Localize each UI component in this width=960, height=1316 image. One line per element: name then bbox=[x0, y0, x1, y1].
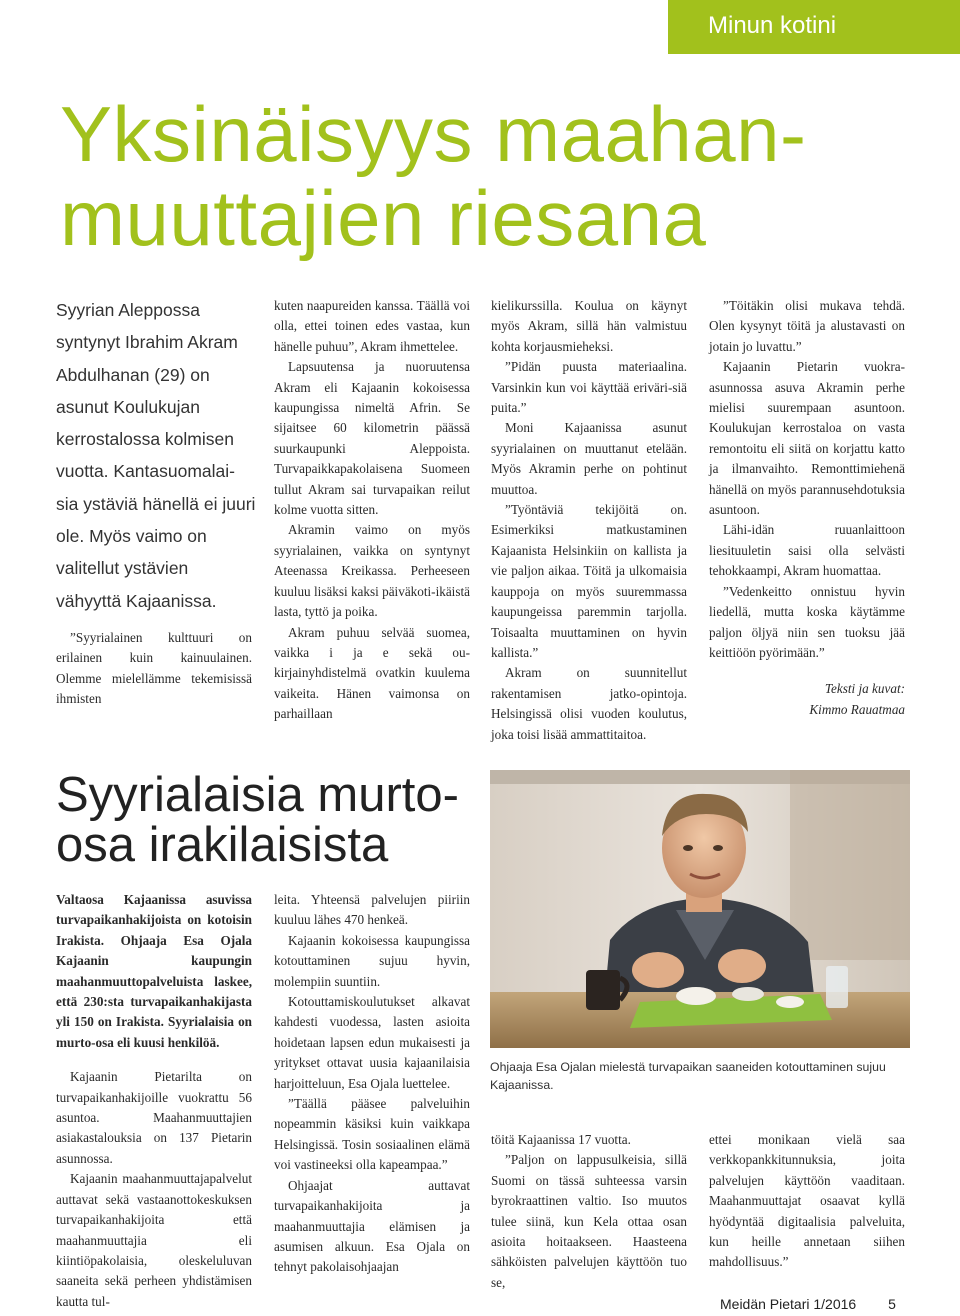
article1-column-3 bbox=[491, 296, 687, 745]
article1-paragraph: Akram puhuu selvää suomea, vaikka i ja e sekä ou-kirjainyhdistelmä ovatkin kuulema vaikeita. Hänen vaimonsa on parhaillaan bbox=[274, 624, 470, 722]
article2-column-1 bbox=[56, 890, 252, 1312]
byline bbox=[709, 679, 905, 720]
publication-name: Meidän Pietari 1/2016 bbox=[720, 1296, 857, 1312]
lead-line: Abdulhanan (29) on bbox=[56, 364, 210, 385]
photo-man-at-table bbox=[490, 770, 910, 1048]
article1-paragraph: ”Pidän puusta materiaalina. Varsinkin kun voi käyttää eriväri-siä puita.” bbox=[491, 359, 687, 416]
sub-headline bbox=[56, 770, 476, 870]
article2-column-3 bbox=[491, 1130, 687, 1293]
byline-label: Teksti ja kuvat: bbox=[824, 681, 905, 697]
article2-paragraph: ettei monikaan vielä saa verkkopankkitunnuksia, joita palvelujen käyttöön vaaditaan. Maahanmuuttajat osaavat kyllä hyödyntää digitaalisia palveluita, kun heille annetaan siihen mahdollisuus.” bbox=[709, 1132, 905, 1270]
lead-line: syntynyt Ibrahim Akram bbox=[56, 332, 238, 353]
article1-paragraph: Akram on suunnitellut rakentamisen jatko-opintoja. Helsingissä olisi vuoden koulutus, joka toisi lisää ammattitaitoa. bbox=[491, 665, 687, 742]
section-tab bbox=[668, 0, 960, 54]
lead-line: valitellut ystävien bbox=[56, 558, 189, 579]
article1-paragraph: ”Syyrialainen kulttuuri on erilainen kuin kainuulainen. Olemme mielellämme tekemisissä ihmisten bbox=[56, 630, 252, 707]
page-number: 5 bbox=[888, 1296, 896, 1312]
lead-paragraph bbox=[56, 294, 256, 617]
headline-line-1: Yksinäisyys maahan- bbox=[60, 90, 807, 178]
photo-illustration bbox=[490, 770, 910, 1048]
lead-line: kerrostalossa kolmisen bbox=[56, 429, 234, 450]
article1-column-1 bbox=[56, 628, 252, 710]
article1-column-2 bbox=[274, 296, 470, 725]
subhead-line-1: Syyrialaisia murto- bbox=[56, 768, 459, 822]
article1-paragraph: Kajaanin Pietarin vuokra-asunnossa asuva Akramin perhe mielisi suurempaan asuntoon. Koulukujan kerrostaloa on vasta remontoitu eli siitä on korjattu katto ja ilmanvaihto. Remonttimiehenä hänellä on myös parannusehdotuksia asuntoon. bbox=[709, 359, 905, 518]
headline-line-2: muuttajien riesana bbox=[60, 174, 707, 262]
article1-paragraph: Akramin vaimo on myös syyrialainen, vaikka on syntynyt Ateenassa Kreikassa. Perheeseen kuuluu lisäksi kaksi päiväkoti-ikäistä lasta, tyttö ja poika. bbox=[274, 522, 470, 620]
lead-line: Syyrian Aleppossa bbox=[56, 300, 200, 320]
byline-author: Kimmo Rauatmaa bbox=[809, 701, 905, 717]
photo-caption: Ohjaaja Esa Ojalan mielestä turvapaikan saaneiden kotouttaminen sujuu Kajaanissa. bbox=[490, 1060, 886, 1092]
article1-column-4 bbox=[709, 296, 905, 720]
article2-paragraph: ”Paljon on lappusulkeisia, sillä Suomi on tässä suhteessa varsin byrokraattinen valtio. Iso muutos tulee siinä, kun Kela ottaa osan asioita hoitaakseen. Haasteena sähköisten palvelujen käyttöön tuo se, bbox=[491, 1152, 687, 1290]
lead-line: vuotta. Kantasuomalai- bbox=[56, 461, 235, 482]
article1-paragraph: kuten naapureiden kanssa. Täällä voi olla, ettei toinen edes vastaa, kun hänelle puhuu”, Akram ihmettelee. bbox=[274, 298, 470, 354]
article2-paragraph: leita. Yhteensä palvelujen piiriin kuuluu lähes 470 henkeä. bbox=[274, 892, 470, 928]
subhead-line-2: osa irakilaisista bbox=[56, 818, 389, 872]
lead-line: asunut Koulukujan bbox=[56, 396, 200, 417]
article2-column-2 bbox=[274, 890, 470, 1278]
main-headline bbox=[60, 92, 920, 260]
article2-paragraph: Kajaanin maahanmuuttajapalvelut auttavat sekä vastaanottokeskuksen turvapaikanhakijoita että maahanmuuttajia eli kiintiöpakolaisia, oleskeluluvan saaneita sekä perheen yhdistämisen kautta tul- bbox=[56, 1171, 252, 1309]
lead-line: sia ystäviä hänellä ei juuri bbox=[56, 493, 256, 514]
article2-paragraph: töitä Kajaanissa 17 vuotta. bbox=[491, 1132, 631, 1147]
lead-line: ole. Myös vaimo on bbox=[56, 526, 207, 547]
article1-paragraph: Lähi-idän ruuanlaittoon liesituuletin saisi olla selvästi tehokkaampi, Akram huomattaa. bbox=[709, 522, 905, 579]
article2-intro: Valtaosa Kajaanissa asuvissa turvapaikanhakijoista on kotoisin Irakista. Ohjaaja Esa Ojala Kajaanin kaupungin maahanmuuttopalveluista laskee, että 230:sta turvapaikanhakijasta yli 150 on Irakista. Syyrialaisia on murto-osa eli kuusi henkilöä. bbox=[56, 892, 252, 1050]
article1-paragraph: ”Vedenkeitto onnistuu hyvin liedellä, mutta koska käytämme paljon öljyä niin sen tuoksu jää keittiöön pyörimään.” bbox=[709, 583, 905, 660]
page-footer bbox=[720, 1296, 896, 1312]
article1-paragraph: ”Työntäviä tekijöitä on. Esimerkiksi matkustaminen Kajaanista Helsinkiin on kallista ja vie paljon aikaa. Töitä ja ulkomaisia kauppoja on myös suuremmassa kaupungeissa paremmin tarjolla. Toisaalta muuttaminen on hyvin kallista.” bbox=[491, 502, 687, 660]
article2-paragraph: Kajaanin Pietarilta on turvapaikanhakijoille vuokrattu 56 asuntoa. Maahanmuuttajien asiakastalouksia on 137 Pietarin asunnossa. bbox=[56, 1069, 252, 1166]
article2-paragraph: Ohjaajat auttavat turvapaikanhakijoita ja maahanmuuttajia elämisen ja asumisen alkuun. Esa Ojala on tehnyt pakolaisohjaajan bbox=[274, 1177, 470, 1275]
article1-paragraph: kielikurssilla. Koulua on käynyt myös Akram, sillä hän valmistuu kohta korjausmieheksi. bbox=[491, 298, 687, 354]
article2-paragraph: ”Täällä pääsee palveluihin nopeammin käsiksi kuin vaikkapa Helsingissä. Tosin sosiaalinen elämä voi vastineeksi olla kapeampaa.” bbox=[274, 1096, 470, 1173]
article2-column-4 bbox=[709, 1130, 905, 1273]
lead-line: vähyyttä Kajaanissa. bbox=[56, 590, 217, 611]
section-tab-label: Minun kotini bbox=[708, 12, 837, 39]
article2-paragraph: Kajaanin kokoisessa kaupungissa kotouttaminen sujuu hyvin, molempiin suuntiin. bbox=[274, 932, 470, 989]
article2-paragraph: Kotouttamiskoulutukset alkavat kahdesti vuodessa, lasten asioita hoidetaan lapsen edun mukaisesti ja yritykset ottavat uusia kajaanilaisia harjoitteluun, Esa Ojala luettelee. bbox=[274, 994, 470, 1091]
article1-paragraph: Moni Kajaanissa asunut syyrialainen on muuttanut etelään. Myös Akramin perhe on pohtinut muuttoa. bbox=[491, 420, 687, 497]
article1-paragraph: ”Töitäkin olisi mukava tehdä. Olen kysynyt töitä ja alustavasti on jotain jo luvattu.” bbox=[709, 298, 905, 354]
article1-paragraph: Lapsuutensa ja nuoruutensa Akram eli Kajaanin kokoisessa kaupungissa nimeltä Afrin. Se sijaitsee 60 kilometrin päässä suurkaupunki Aleppoista. Turvapaikkapakolaisena Suomeen tullut Akram sai turvapaikan reilut kolme vuotta sitten. bbox=[274, 359, 470, 518]
